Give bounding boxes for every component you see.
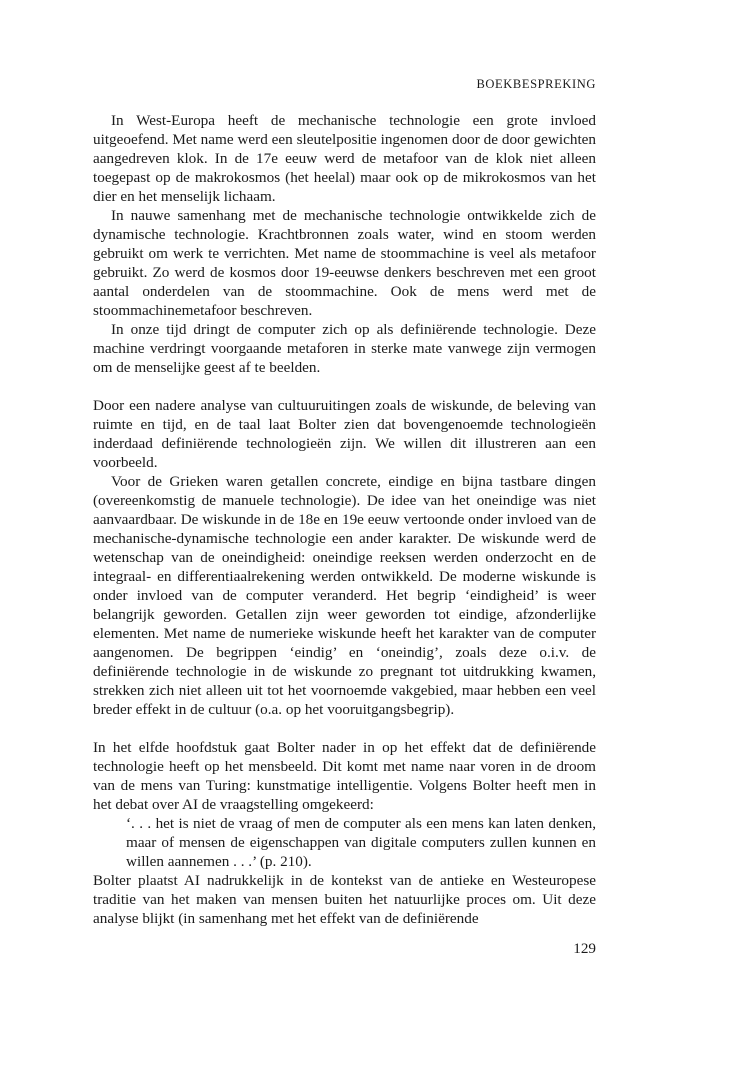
running-head: BOEKBESPREKING (476, 77, 596, 91)
body-text (93, 111, 596, 928)
paragraph-mechanical-technology: In West-Europa heeft de mechanische technologie een grote invloed uitgeoefend. Met name werd een sleutelpositie ingenomen door de door gewichten aangedreven klok. In de 17e eeuw werd de metafoor van de klok niet alleen toegepast op de makrokosmos (het heelal) maar ook op de mikrokosmos van het dier en het menselijk lichaam. (93, 112, 596, 205)
paragraph-dynamic-technology: In nauwe samenhang met de mechanische technologie ontwikkelde zich de dynamische technologie. Krachtbronnen zoals water, wind en stoom werden gebruikt om werk te verrichten. Met name de stoommachine is veel als metafoor gebruikt. Zo werd de kosmos door 19-eeuwse denkers beschreven met een groot aantal onderdelen van de stoommachine. Ook de mens werd met de stoommachinemetafoor beschreven. (93, 207, 596, 319)
paragraph-chapter-eleven: In het elfde hoofdstuk gaat Bolter nader in op het effekt dat de definiërende technologie heeft op het mensbeeld. Dit komt met name naar voren in de droom van de mens van Turing: kunstmatige intelligentie. Volgens Bolter heeft men in het debat over AI de vraagstelling omgekeerd: (93, 739, 596, 813)
paragraph-ai-context: Bolter plaatst AI nadrukkelijk in de kontekst van de antieke en Westeuropese traditie van het maken van mensen buiten het natuurlijke proces om. Uit deze analyse blijkt (in samenhang met het effekt van de definiërende (93, 872, 596, 927)
document-page (93, 0, 596, 1068)
paragraph-mathematics-example: Voor de Grieken waren getallen concrete, eindige en bijna tastbare dingen (overeenkomstig de manuele technologie). De idee van het oneindige was niet aanvaardbaar. De wiskunde in de 18e en 19e eeuw vertoonde onder invloed van de mechanische-dynamische technologie een ander karakter. De wiskunde werd de wetenschap van de oneindigheid: oneindige reeksen werden onderzocht en de integraal- en differentiaalrekening werden ontwikkeld. De moderne wiskunde is onder invloed van de computer veranderd. Het begrip ‘eindigheid’ is weer belangrijk geworden. Getallen zijn weer geworden tot eindige, afzonderlijke elementen. Met name de numerieke wiskunde heeft het karakter van de computer aangenomen. De begrippen ‘eindig’ en ‘oneindig’, zoals deze o.i.v. de definiërende technologie in de wiskunde zo pregnant tot uitdrukking kwamen, strekken zich niet alleen uit tot het voornoemde vakgebied, maar hebben een veel breder effekt in de cultuur (o.a. op het vooruitgangsbegrip). (93, 473, 596, 718)
page-number: 129 (573, 940, 596, 957)
quotation: ‘. . . het is niet de vraag of men de computer als een mens kan laten denken, maar of mensen de eigenschappen van digitale computers zullen kunnen en willen aannemen . . .’ (p. 210). (126, 815, 596, 870)
paragraph-cultural-analysis: Door een nadere analyse van cultuuruitingen zoals de wiskunde, de beleving van ruimte en tijd, en de taal laat Bolter zien dat bovengenoemde technologieën inderdaad definiërende technologieën zijn. We willen dit illustreren aan een voorbeeld. (93, 397, 596, 471)
paragraph-computer-technology: In onze tijd dringt de computer zich op als definiërende technologie. Deze machine verdringt voorgaande metaforen in sterke mate vanwege zijn vermogen om de menselijke geest af te beelden. (93, 321, 596, 376)
